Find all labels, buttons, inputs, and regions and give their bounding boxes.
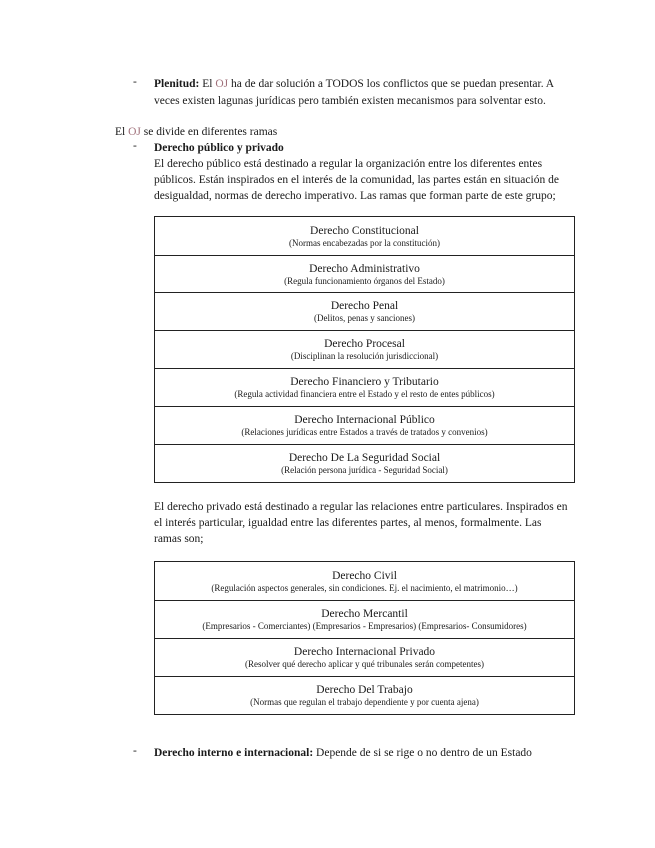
branch-description: (Normas que regulan el trabajo dependiente y por cuenta ajena) bbox=[250, 697, 479, 707]
privado-paragraph-line: ramas son; bbox=[154, 533, 204, 545]
branch-name: Derecho Internacional Público bbox=[294, 414, 435, 426]
intro-line bbox=[115, 124, 277, 140]
table-cell bbox=[155, 445, 575, 483]
branch-description: (Delitos, penas y sanciones) bbox=[314, 313, 415, 323]
table-row bbox=[155, 293, 575, 331]
publico-paragraph-line: desigualdad, normas de derecho imperativo. Las ramas que forman parte de este grupo; bbox=[154, 190, 556, 202]
table-row bbox=[155, 369, 575, 407]
private-branches-table bbox=[154, 561, 575, 715]
branch-description: (Empresarios - Comerciantes) (Empresarios - Empresarios) (Empresarios- Consumidores) bbox=[202, 621, 527, 631]
branch-name: Derecho Del Trabajo bbox=[316, 684, 413, 696]
branch-name: Derecho Penal bbox=[330, 300, 399, 312]
branch-description: (Regula funcionamiento órganos del Estado) bbox=[284, 275, 445, 286]
table-row bbox=[155, 639, 575, 677]
privado-paragraph-line: el interés particular, igualdad entre las diferentes partes, al menos, formalmente. Las bbox=[154, 517, 542, 529]
privado-paragraph-line: El derecho privado está destinado a regular las relaciones entre particulares. Inspirados en bbox=[154, 501, 568, 513]
table-row bbox=[155, 407, 575, 445]
table-cell bbox=[155, 293, 575, 331]
section-heading-publico-privado bbox=[154, 140, 284, 156]
table-cell bbox=[155, 562, 575, 601]
branch-description: (Regulación aspectos generales, sin condiciones. Ej. el nacimiento, el matrimonio…) bbox=[211, 582, 518, 593]
branch-name: Derecho De La Seguridad Social bbox=[288, 452, 441, 464]
branch-description: (Resolver qué derecho aplicar y qué tribunales serán competentes) bbox=[245, 659, 484, 669]
branch-description: (Relaciones jurídicas entre Estados a través de tratados y convenios) bbox=[241, 427, 488, 437]
branch-name: Derecho Procesal bbox=[324, 338, 405, 350]
table-row bbox=[155, 331, 575, 369]
public-branches-table bbox=[154, 216, 575, 483]
table-row bbox=[155, 562, 575, 601]
table-cell bbox=[155, 639, 575, 677]
table-cell bbox=[155, 677, 575, 715]
table-row bbox=[155, 445, 575, 483]
table-row bbox=[155, 677, 575, 715]
heading-text: Derecho público y privado bbox=[154, 142, 284, 154]
branch-name: Derecho Financiero y Tributario bbox=[290, 376, 439, 388]
branch-name: Derecho Internacional Privado bbox=[293, 646, 436, 658]
branch-description: (Relación persona jurídica - Seguridad Social) bbox=[281, 465, 448, 475]
publico-paragraph-line: El derecho público está destinado a regular la organización entre los diferentes entes bbox=[154, 158, 543, 170]
plenitud-text-b: ha de dar solución a TODOS los conflictos que se puedan presentar. A bbox=[231, 78, 555, 90]
interno-line bbox=[154, 745, 532, 761]
plenitud-line-2: veces existen lagunas jurídicas pero también existen mecanismos para solventar esto. bbox=[154, 95, 546, 107]
branch-name: Derecho Constitucional bbox=[310, 224, 419, 237]
intro-text-a: El bbox=[115, 126, 126, 138]
table-cell bbox=[155, 407, 575, 445]
oj-abbreviation: OJ bbox=[215, 78, 229, 90]
table-row bbox=[155, 217, 575, 256]
plenitud-text-a: El bbox=[202, 78, 213, 90]
table-cell bbox=[155, 256, 575, 293]
branch-description: (Regula actividad financiera entre el Estado y el resto de entes públicos) bbox=[234, 389, 495, 399]
intro-text-b: se divide en diferentes ramas bbox=[143, 126, 278, 138]
table-row bbox=[155, 256, 575, 293]
branch-name: Derecho Administrativo bbox=[309, 262, 420, 275]
oj-abbreviation: OJ bbox=[128, 126, 141, 138]
branch-name: Derecho Mercantil bbox=[321, 608, 408, 620]
branch-description: (Disciplinan la resolución jurisdiccional) bbox=[290, 351, 439, 361]
table-cell bbox=[155, 331, 575, 369]
bullet-dash: - bbox=[133, 76, 137, 88]
table-row bbox=[155, 601, 575, 639]
table-cell bbox=[155, 369, 575, 407]
branch-description: (Normas encabezadas por la constitución) bbox=[289, 237, 440, 248]
plenitud-label: Plenitud: bbox=[154, 78, 200, 90]
bullet-dash: - bbox=[133, 745, 137, 757]
interno-text: Depende de si se rige o no dentro de un Estado bbox=[316, 747, 532, 759]
branch-name: Derecho Civil bbox=[332, 569, 397, 582]
publico-paragraph-line: públicos. Están inspirados en el interés de la comunidad, las partes están en situación de bbox=[154, 174, 559, 186]
plenitud-line-1 bbox=[154, 76, 554, 92]
table-cell bbox=[155, 601, 575, 639]
interno-label: Derecho interno e internacional: bbox=[154, 747, 314, 759]
table-cell bbox=[155, 217, 575, 256]
bullet-dash: - bbox=[133, 140, 137, 152]
